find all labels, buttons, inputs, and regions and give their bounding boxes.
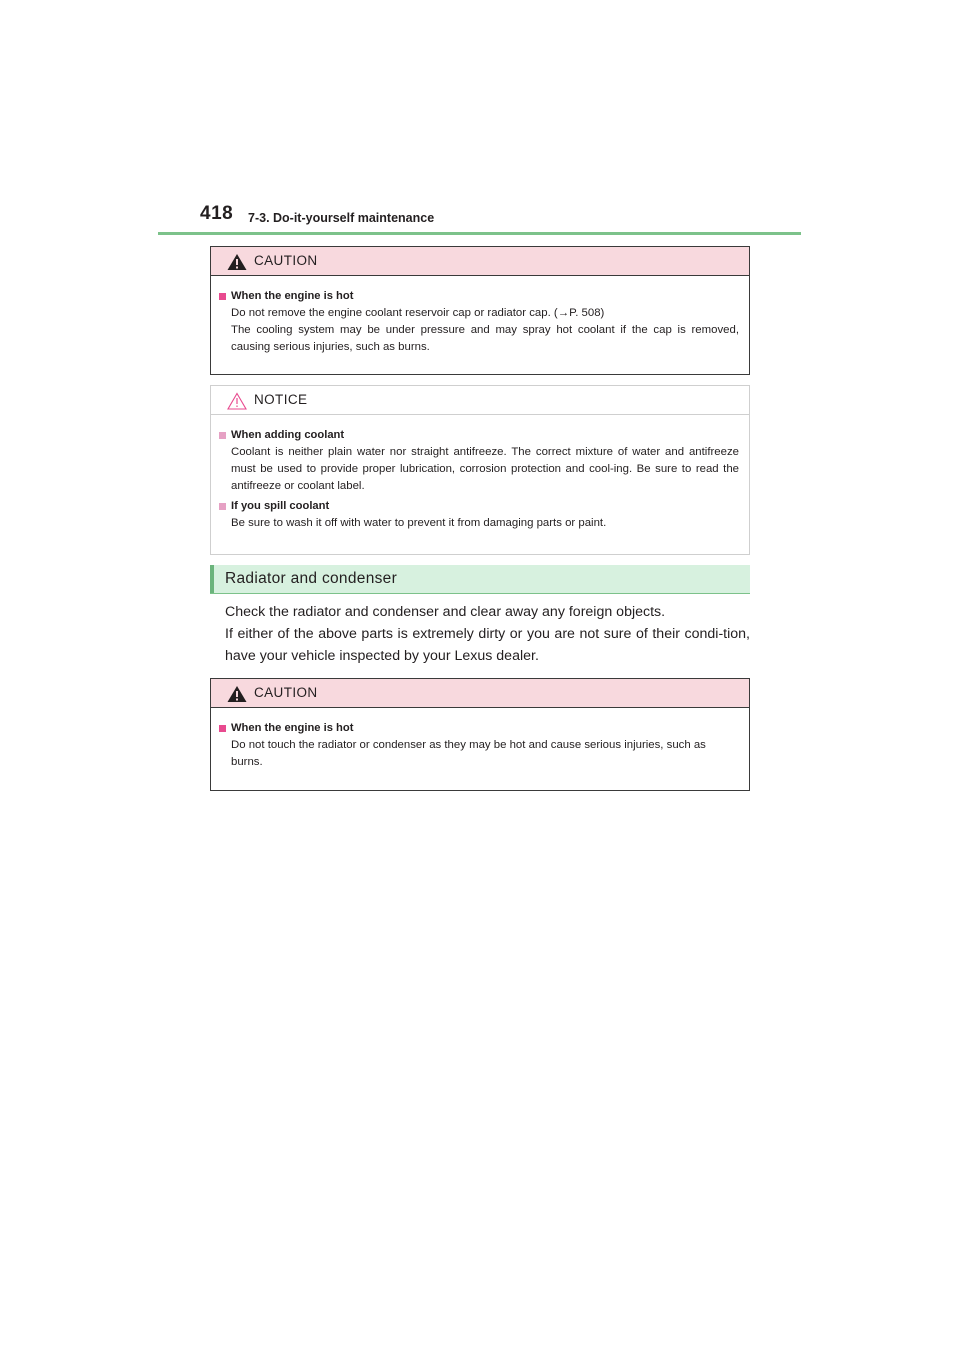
heading-accent-bar [210, 565, 214, 593]
item-title: When the engine is hot [219, 288, 739, 305]
caution-label: CAUTION [254, 685, 318, 700]
notice-box-coolant [210, 385, 750, 555]
item-title: When adding coolant [219, 427, 739, 444]
caution-header [211, 679, 749, 708]
item-text: Be sure to wash it off with water to prevent it from damaging parts or paint. [231, 517, 607, 529]
warning-triangle-icon [227, 253, 247, 271]
section-heading-radiator [210, 565, 750, 594]
caution-header [211, 247, 749, 276]
header-rule [158, 232, 801, 235]
notice-label: NOTICE [254, 392, 308, 407]
bullet-square-icon [219, 725, 226, 732]
bullet-square-icon [219, 293, 226, 300]
item-text: Do not touch the radiator or condenser as they may be hot and cause serious injuries, such as burns. [231, 739, 706, 768]
page-header [158, 203, 801, 236]
warning-triangle-icon [227, 685, 247, 703]
caution-box-radiator-hot [210, 678, 750, 791]
caution-label: CAUTION [254, 253, 318, 268]
notice-triangle-icon [227, 392, 247, 410]
item-text: Coolant is neither plain water nor straight antifreeze. The correct mixture of water and antifreeze must be used to provide proper lubrication, corrosion protection and cool-ing. Be sure to read the antifreeze or coolant label. [231, 446, 739, 492]
bullet-square-icon [219, 503, 226, 510]
item-title: If you spill coolant [219, 498, 739, 515]
bullet-square-icon [219, 432, 226, 439]
paragraph-dealer: If either of the above parts is extremely dirty or you are not sure of their condi-tion, have your vehicle inspected by your Lexus dealer. [225, 626, 750, 664]
section-title: 7-3. Do-it-yourself maintenance [248, 211, 435, 225]
paragraph-check: Check the radiator and condenser and clear away any foreign objects. [225, 604, 666, 620]
section-heading-text: Radiator and condenser [225, 570, 398, 587]
page-number: 418 [200, 203, 234, 224]
item-text: Do not remove the engine coolant reservoir cap or radiator cap. (→P. 508) The cooling system may be under pressure and may spray hot coolant if the cap is removed, causing serious injuries, such as burns. [231, 307, 739, 353]
notice-header [211, 386, 749, 415]
item-title: When the engine is hot [219, 720, 739, 737]
caution-box-engine-hot [210, 246, 750, 375]
